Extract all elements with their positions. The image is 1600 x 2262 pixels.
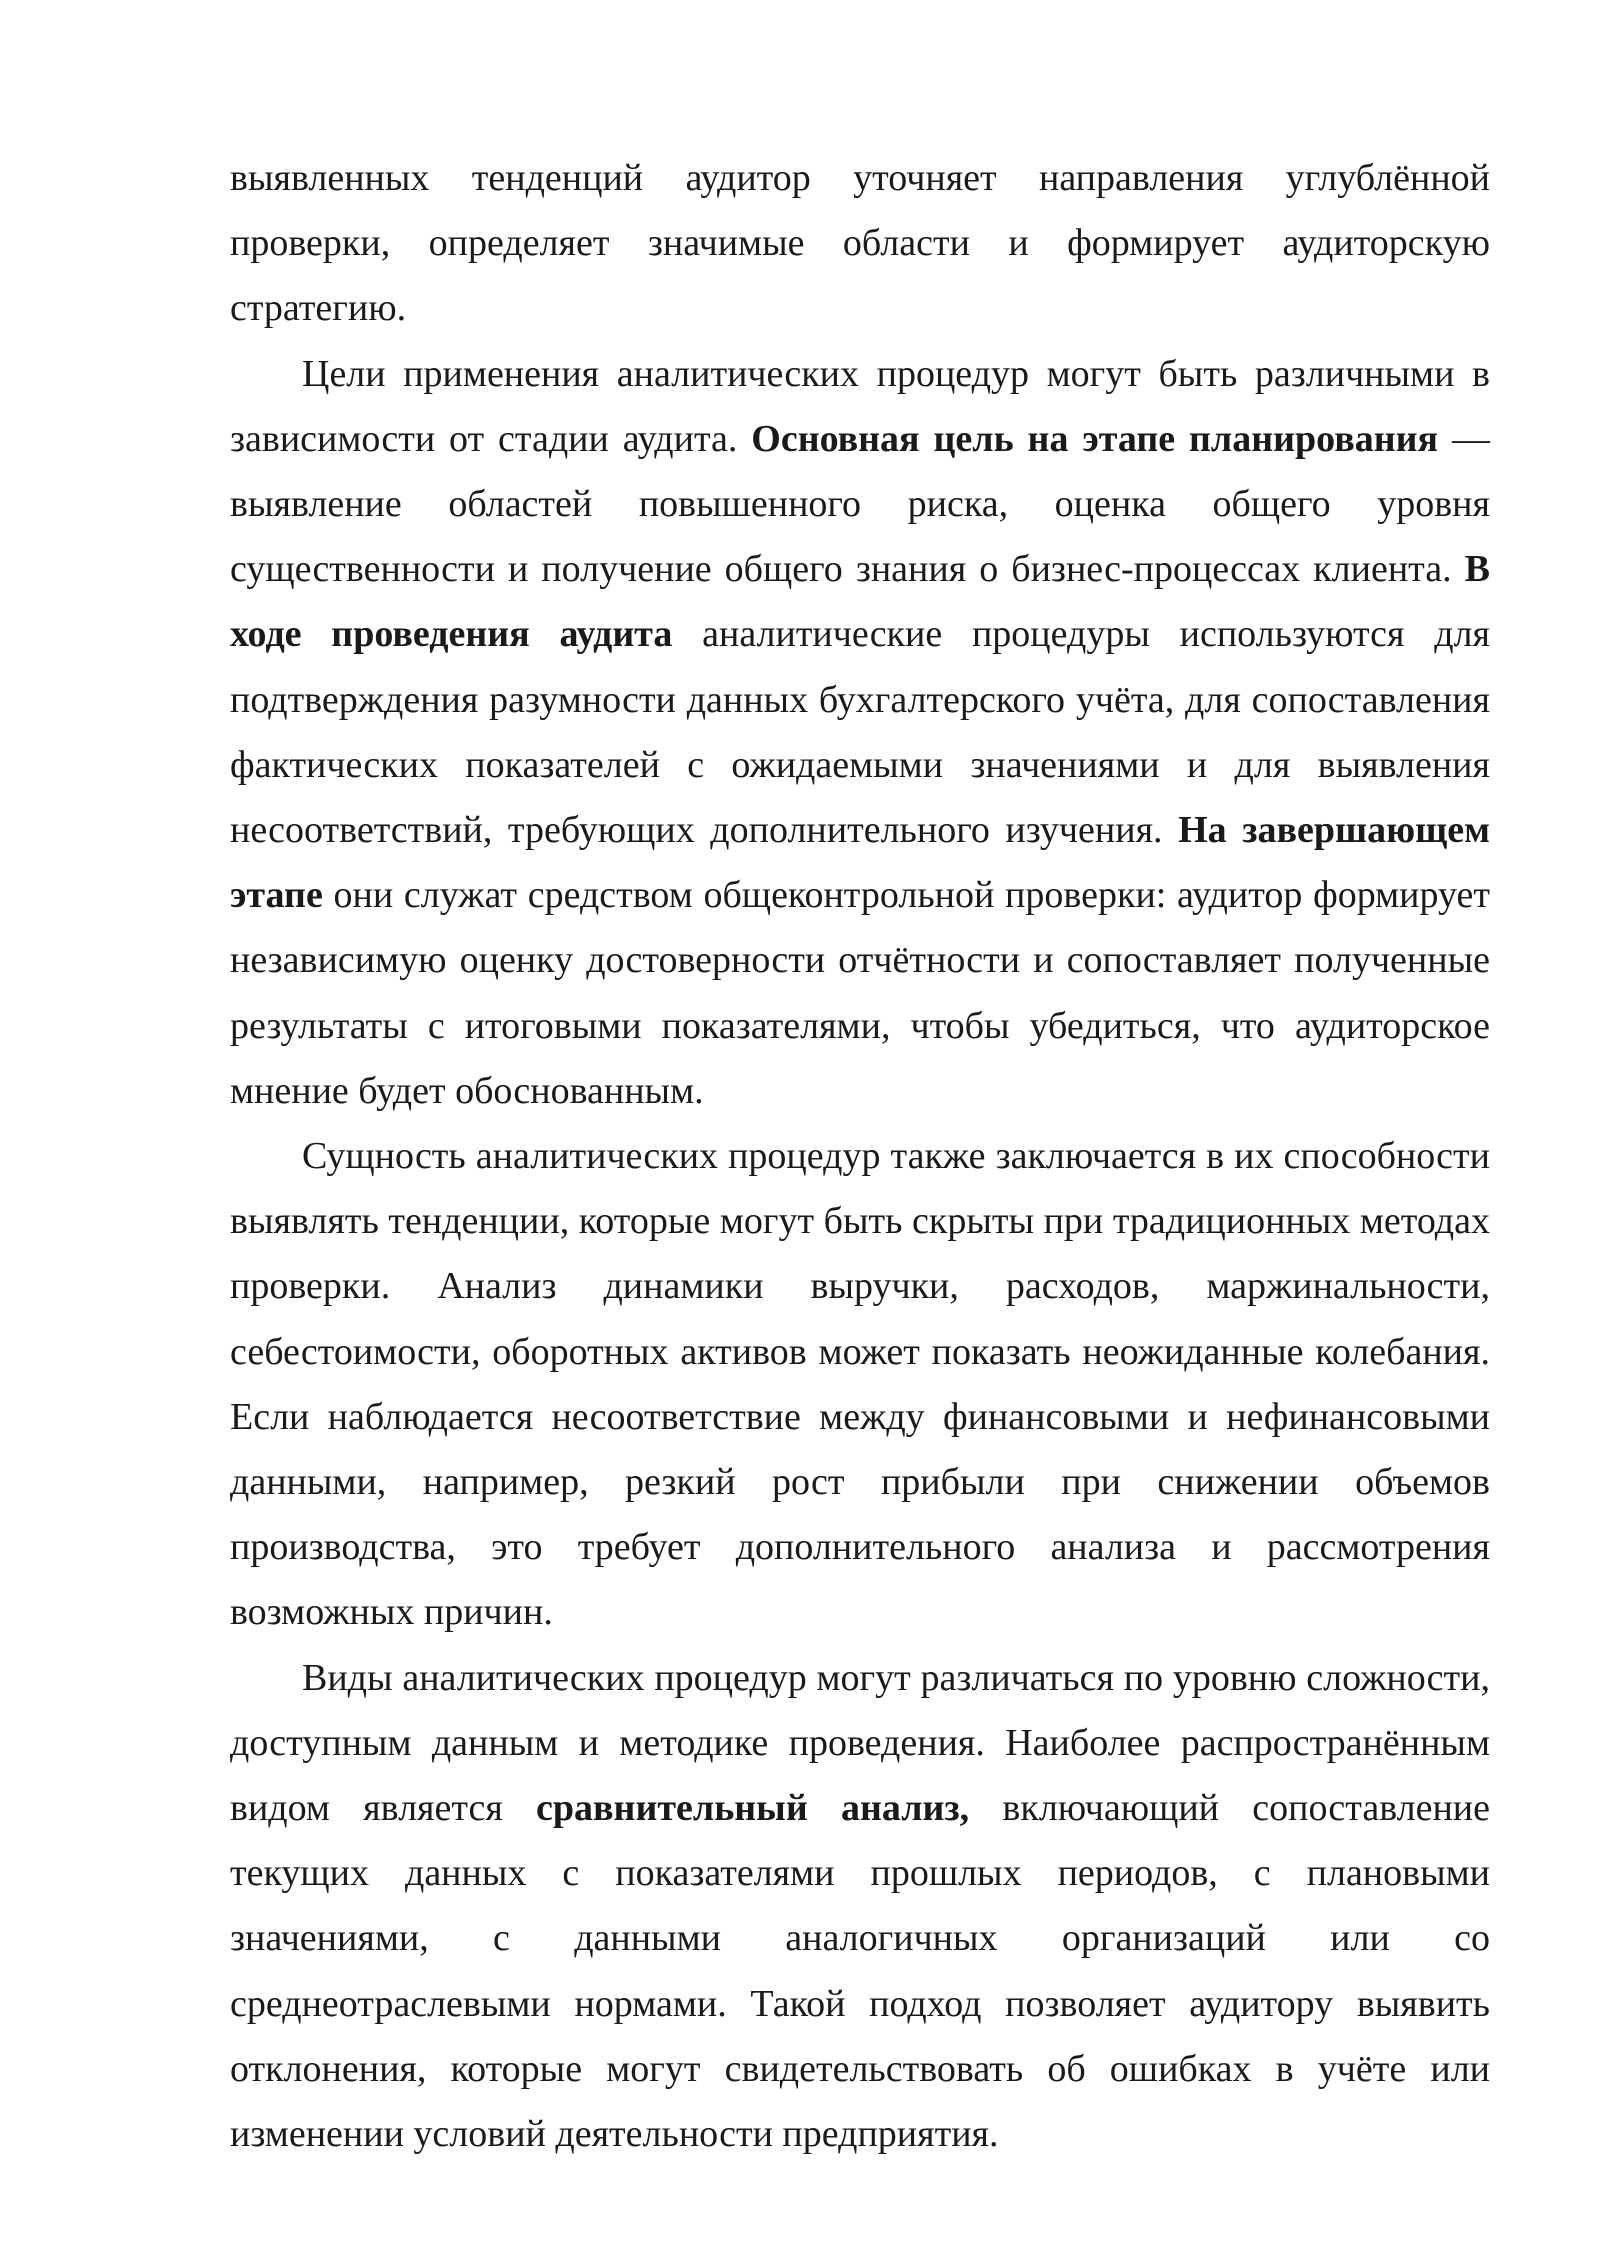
paragraph-2-text-3: аналитические процедуры используются для подтверждения разумности данных бухгалтерского учёта, для сопоставления фактических показателей с ожидаемыми значениями и для выявления несоответствий, требующих дополнительного изучения. [230, 613, 1490, 852]
paragraph-4-text-1: Виды аналитических процедур могут различаться по уровню сложности, доступным данным и методике проведения. Наиболее распространённым видом является [230, 1656, 1490, 1830]
paragraph-4-bold-comparative: сравнительный анализ, [536, 1787, 970, 1830]
paragraph-2-bold-audit: В ходе проведения аудита [230, 548, 1490, 656]
paragraph-2-bold-planning: Основная цель на этапе планирования [751, 417, 1439, 460]
paragraph-4 [230, 1646, 1490, 2168]
paragraph-3-text: Сущность аналитических процедур также заключается в их способности выявлять тенденции, которые могут быть скрыты при традиционных методах проверки. Анализ динамики выручки, расходов, маржинальности, себестоимости, оборотных активов может показать неожиданные колебания. Если наблюдается несоответствие между финансовыми и нефинансовыми данными, например, резкий рост прибыли при снижении объемов производства, это требует дополнительного анализа и рассмотрения возможных причин. [230, 1135, 1490, 1634]
paragraph-4-text-2: включающий сопоставление текущих данных с показателями прошлых периодов, с плановыми значениями, с данными аналогичных организаций или со среднеотраслевыми нормами. Такой подход позволяет аудитору выявить отклонения, которые могут свидетельствовать об ошибках в учёте или изменении условий деятельности предприятия. [230, 1787, 1490, 2156]
paragraph-3 [230, 1124, 1490, 1646]
paragraph-1-text: выявленных тенденций аудитор уточняет направления углублённой проверки, определяет значимые области и формирует аудиторскую стратегию. [230, 157, 1490, 330]
paragraph-2 [230, 342, 1490, 1124]
paragraph-2-text-2: — выявление областей повышенного риска, оценка общего уровня существенности и получение общего знания о бизнес-процессах клиента. [230, 417, 1490, 591]
document-page [230, 146, 1490, 2167]
paragraph-1 [230, 146, 1490, 342]
paragraph-2-text-4: они служат средством общеконтрольной проверки: аудитор формирует независимую оценку достоверности отчётности и сопоставляет полученные результаты с итоговыми показателями, чтобы убедиться, что аудиторское мнение будет обоснованным. [230, 874, 1490, 1112]
paragraph-2-bold-final: На завершающем этапе [230, 809, 1490, 917]
paragraph-2-text-1: Цели применения аналитических процедур могут быть различными в зависимости от стадии аудита. [230, 352, 1490, 460]
